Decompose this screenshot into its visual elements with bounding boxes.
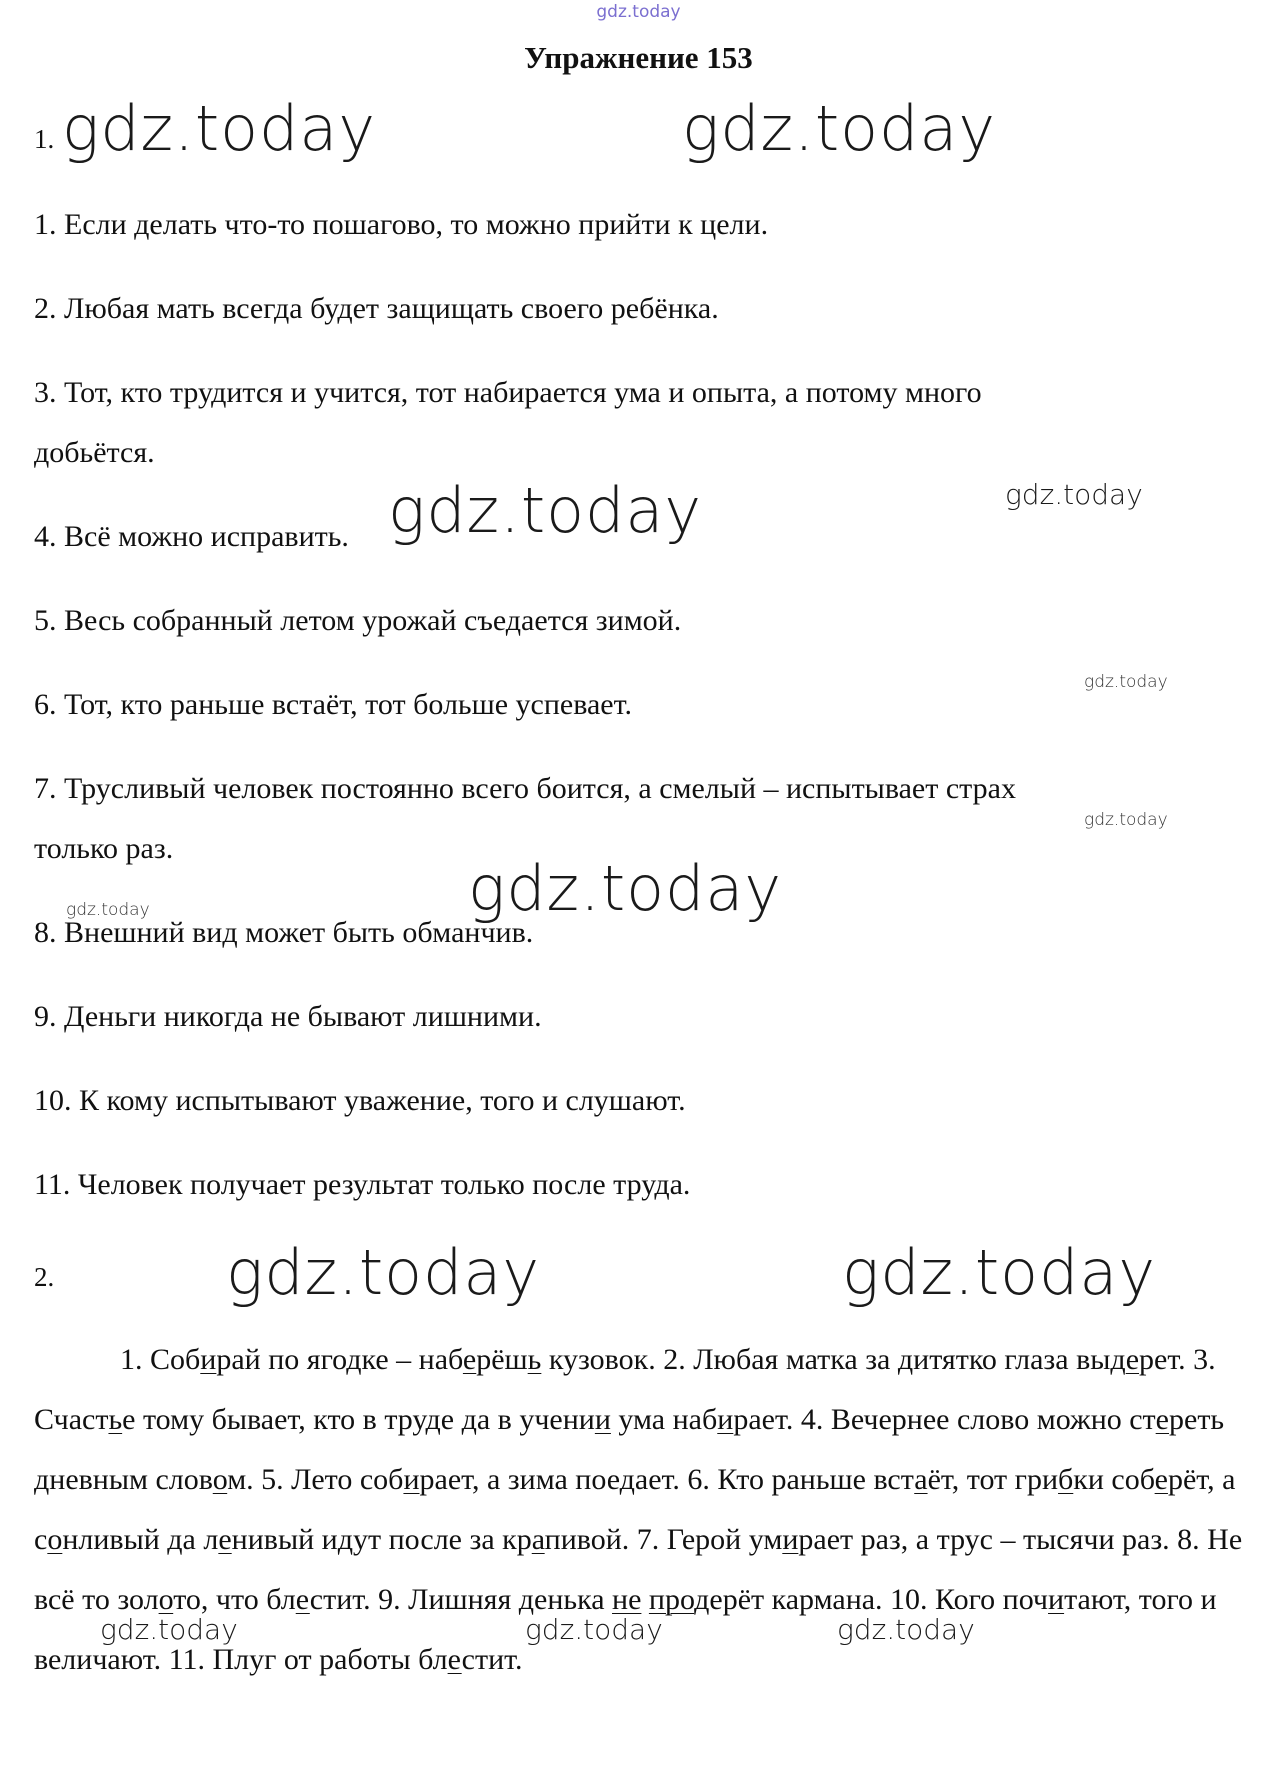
text-segment: кузовок. 2. Любая матка за дитятко глаза выд	[541, 1343, 1126, 1376]
text-segment: пивой. 7. Герой ум	[544, 1523, 783, 1556]
text-segment: тают, того и величают. 11. Плуг от работы бл	[34, 1583, 1217, 1676]
watermark: gdz.today	[1084, 810, 1168, 830]
answer-line: 5. Весь собранный летом урожай съедается зимой.	[34, 604, 682, 637]
underlined-letter: е	[218, 1523, 232, 1556]
section-number: 2.	[34, 1262, 55, 1292]
answer-line: 2. Любая мать всегда будет защищать своего ребёнка.	[34, 292, 719, 325]
watermark: gdz.today	[468, 852, 783, 925]
underlined-letter: е	[447, 1643, 462, 1676]
text-segment: дерёт кармана. 10. Кого поч	[694, 1583, 1049, 1616]
answer-line: только раз.	[34, 832, 174, 865]
answer-line: 9. Деньги никогда не бывают лишними.	[34, 1000, 542, 1033]
underlined-letter: о	[158, 1583, 174, 1616]
underlined-letter: о	[212, 1463, 228, 1496]
text-segment: м. 5. Лето соб	[227, 1463, 404, 1496]
underlined-letter: е	[295, 1583, 310, 1616]
text-segment: нливый да л	[62, 1523, 219, 1556]
text-segment: стит.	[461, 1643, 523, 1676]
watermark: gdz.today	[100, 1613, 238, 1646]
underlined-letter: и	[403, 1463, 420, 1496]
text-segment	[641, 1583, 649, 1616]
answer-line: 11. Человек получает результат только после труда.	[34, 1168, 691, 1201]
underlined-letter: и	[1048, 1583, 1065, 1616]
underlined-letter: е	[1155, 1403, 1169, 1436]
text-segment: ки соб	[1073, 1463, 1155, 1496]
answer-line: 7. Трусливый человек постоянно всего боится, а смелый – испытывает страх	[34, 772, 1016, 805]
text-segment: рёт, а с	[34, 1463, 1236, 1556]
answer-line: 1. Если делать что-то пошагово, то можно прийти к цели.	[34, 208, 769, 241]
watermark: gdz.today	[837, 1613, 975, 1646]
underlined-letter: а	[914, 1463, 928, 1496]
answer-line: 8. Внешний вид может быть обманчив.	[34, 916, 534, 949]
text-segment: рет. 3. Счаст	[34, 1343, 1216, 1436]
watermark: gdz.today	[1005, 478, 1143, 511]
watermark: gdz.today	[842, 1236, 1157, 1309]
underlined-letter: е	[462, 1343, 477, 1376]
watermark: gdz.today	[226, 1236, 541, 1309]
answer-line: 3. Тот, кто трудится и учится, тот набирается ума и опыта, а потому много	[34, 376, 982, 409]
underlined-letter: ь	[527, 1343, 542, 1376]
watermark: gdz.today	[66, 900, 150, 920]
underlined-letter: и	[782, 1523, 799, 1556]
text-segment: рай по ягодке – наб	[216, 1343, 463, 1376]
underlined-letter: не	[612, 1583, 642, 1616]
top-watermark: gdz.today	[596, 2, 681, 22]
underlined-letter: ь	[108, 1403, 123, 1436]
text-segment: ума наб	[610, 1403, 718, 1436]
watermark: gdz.today	[1084, 672, 1168, 692]
underlined-letter: е	[1125, 1343, 1140, 1376]
underlined-letter: и	[717, 1403, 734, 1436]
watermark: gdz.today	[682, 92, 997, 165]
underlined-letter: о	[47, 1523, 63, 1556]
underlined-letter: и	[594, 1403, 611, 1436]
section-number: 1.	[34, 124, 55, 154]
text-segment: рёш	[476, 1343, 528, 1376]
underlined-letter: про	[648, 1583, 695, 1616]
underlined-letter: а	[531, 1523, 545, 1556]
underlined-letter: и	[200, 1343, 217, 1376]
answer-line: 4. Всё можно исправить.	[34, 520, 349, 553]
answer-line: добьётся.	[34, 436, 155, 469]
underlined-letter: б	[1058, 1463, 1074, 1496]
watermark: gdz.today	[62, 92, 377, 165]
watermark: gdz.today	[525, 1613, 663, 1646]
answer-line: 6. Тот, кто раньше встаёт, тот больше успевает.	[34, 688, 632, 721]
text-segment: 1. Соб	[120, 1343, 201, 1376]
page-title: Упражнение 153	[524, 40, 753, 75]
text-segment: то, что бл	[173, 1583, 296, 1616]
answer-line: 10. К кому испытывают уважение, того и слушают.	[34, 1084, 686, 1117]
text-segment: рает. 4. Вечернее слово можно ст	[733, 1403, 1156, 1436]
text-segment: рает, а зима поедает. 6. Кто раньше вст	[419, 1463, 915, 1496]
text-segment: ёт, тот гри	[927, 1463, 1059, 1496]
watermark: gdz.today	[388, 474, 703, 547]
text-segment: стит. 9. Лишняя денька	[309, 1583, 613, 1616]
text-segment: нивый идут после за кр	[231, 1523, 532, 1556]
underlined-letter: е	[1154, 1463, 1168, 1496]
text-segment: рает раз, а трус – тысячи раз. 8. Не всё то зол	[34, 1523, 1243, 1616]
text-segment: е тому бывает, кто в труде да в учени	[122, 1403, 595, 1436]
text-segment: реть дневным слов	[34, 1403, 1225, 1496]
